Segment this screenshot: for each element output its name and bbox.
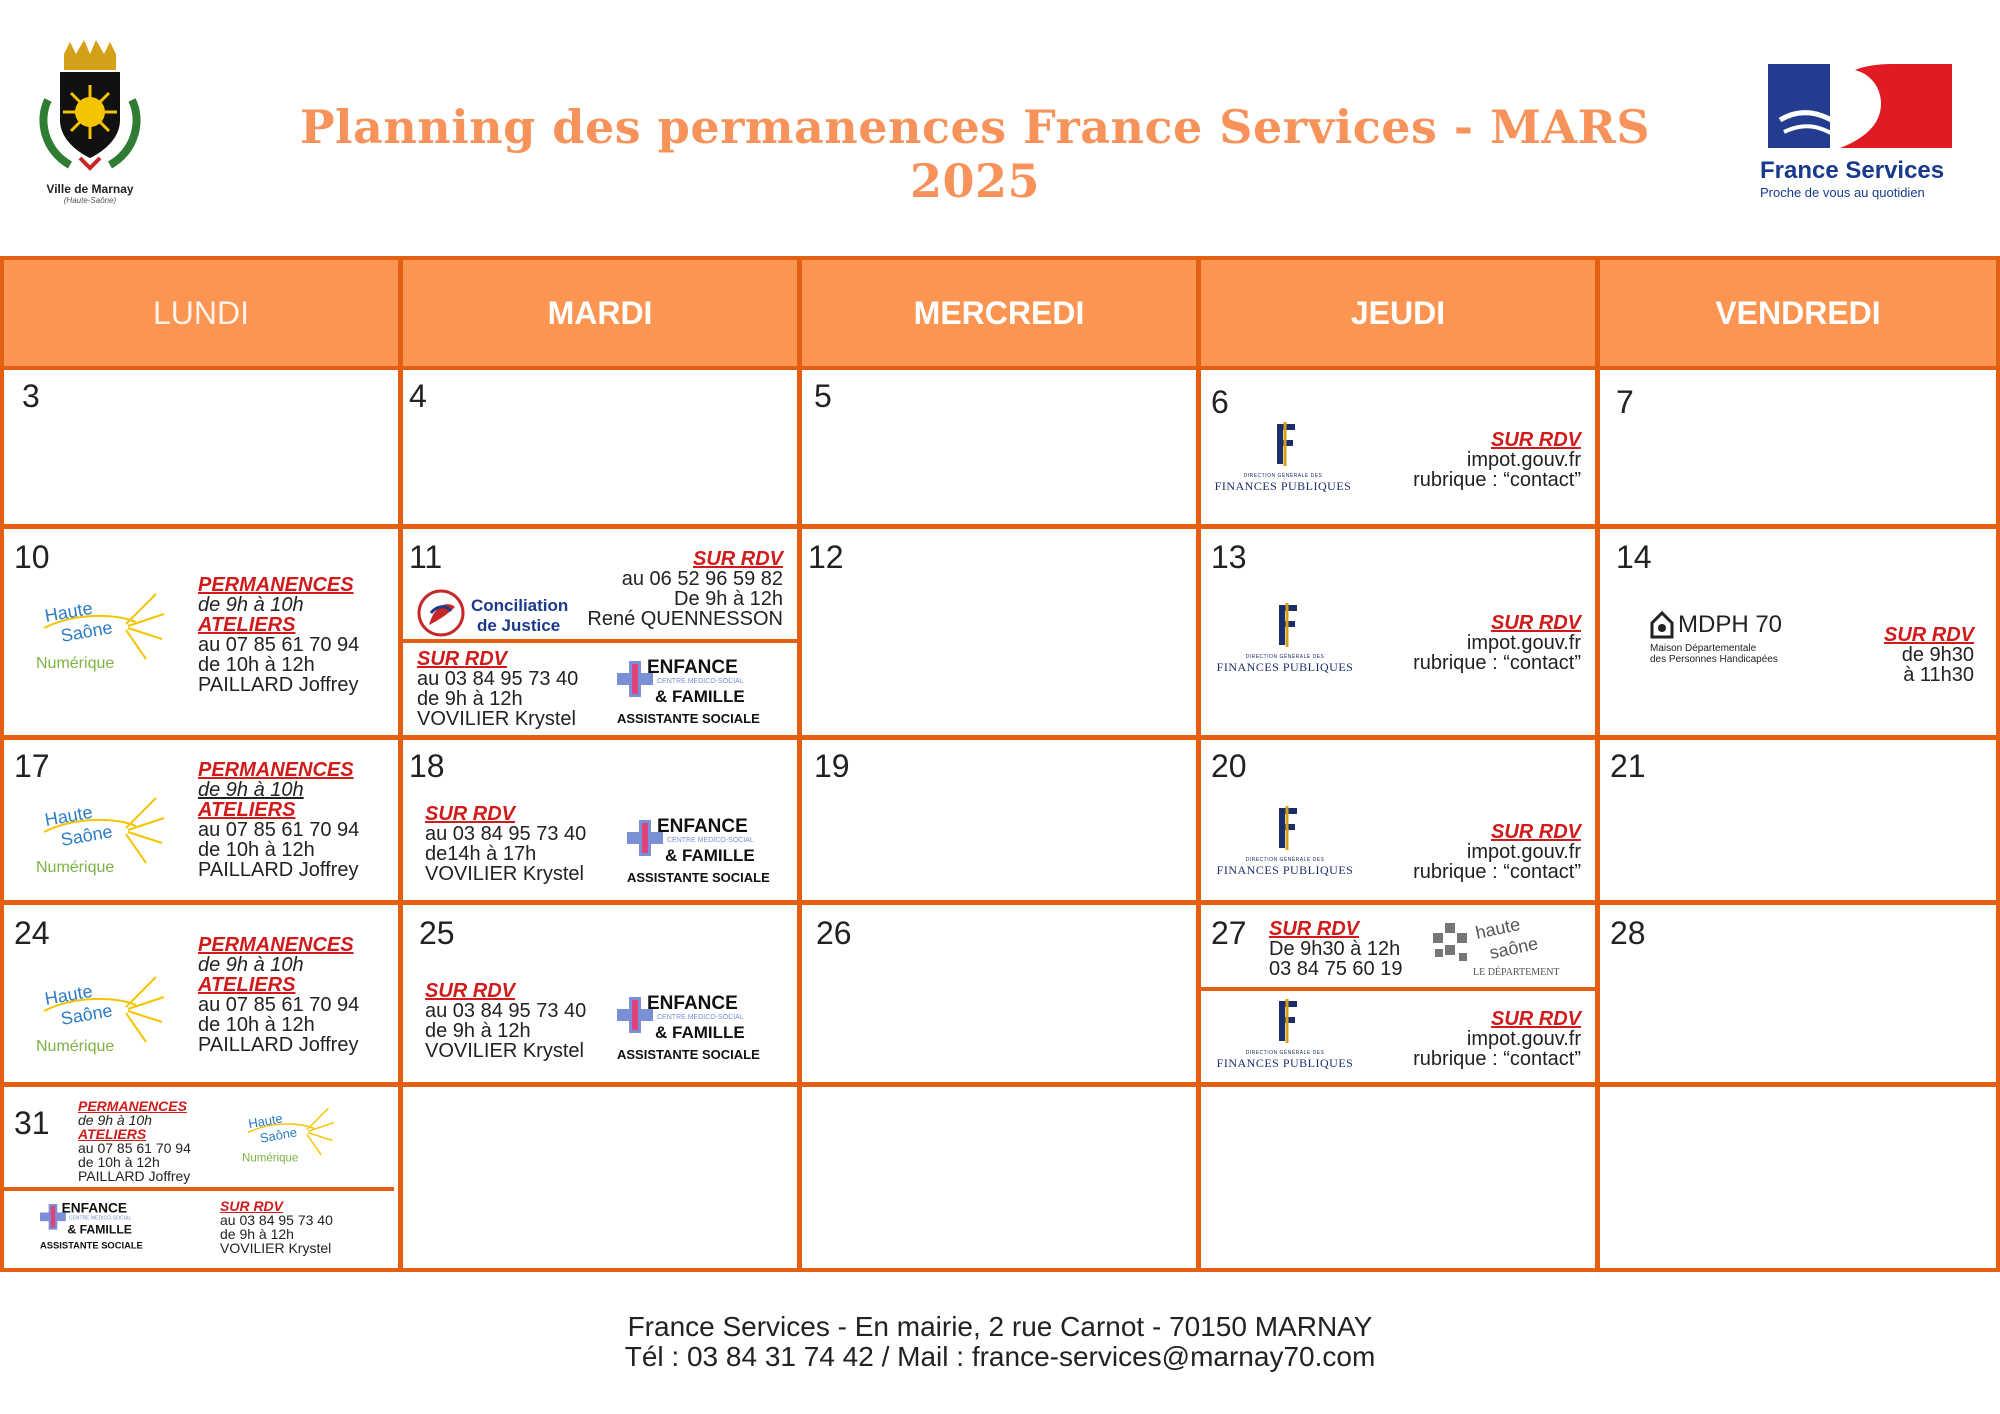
fs-name: France Services [1760,157,1945,184]
haute-saone-numerique-logo [36,967,166,1057]
sun-rays-icon [36,584,166,674]
svg-text:Haute: Haute [43,980,95,1009]
empty-cell [399,1083,801,1272]
hsn-info: PERMANENCES de 9h à 10h ATELIERS au 07 85 61 70 94 de 10h à 12h PAILLARD Joffrey [198,934,360,1056]
sun-rays-icon [36,967,166,1057]
hsn-info: PERMANENCES de 9h à 10h ATELIERS au 07 85 61 70 94 de 10h à 12h PAILLARD Joffrey [198,759,360,881]
impots-info: SUR RDV impot.gouv.fr rubrique : “contact” [1413,429,1581,491]
svg-text:Numérique: Numérique [36,859,115,876]
fs-tagline: Proche de vous au quotidien [1760,185,1925,200]
header-jeudi: JEUDI [1197,256,1599,370]
svg-text:Saône: Saône [59,1000,114,1029]
crest-label: Ville de Marnay [46,182,134,196]
svg-text:de Justice: de Justice [477,616,561,635]
impots-info: SUR RDV impot.gouv.fr rubrique : “contact” [1413,1008,1581,1070]
date-number: 13 [1211,539,1247,575]
date-number: 18 [409,748,445,784]
haute-saone-numerique-logo [242,1101,336,1166]
calendar-grid [0,256,2000,1272]
date-number: 24 [14,915,50,951]
header-mardi: MARDI [399,256,801,370]
haute-saone-numerique-logo [36,788,166,878]
day-cell-31 [0,1083,402,1272]
day-cell-4 [399,366,801,528]
enfance-famille-logo: ENFANCE CENTRE MEDICO-SOCIAL & FAMILLE ASSISTANTE SOCIALE [617,993,760,1062]
svg-text:Saône: Saône [59,821,114,850]
day-cell-5 [798,366,1200,528]
svg-text:Numérique: Numérique [36,1038,115,1055]
date-number: 27 [1211,915,1247,951]
svg-text:Numérique: Numérique [36,655,115,672]
date-number: 26 [816,915,852,951]
marnay-crest-logo [20,40,160,215]
day-cell-7 [1596,366,2000,528]
date-number: 10 [14,539,50,575]
impots-info: SUR RDV impot.gouv.fr rubrique : “contact” [1413,821,1581,883]
finances-publiques-icon [1265,997,1305,1045]
day-cell-19 [798,736,1200,904]
svg-text:Haute: Haute [43,597,95,626]
svg-text:LE DÉPARTEMENT: LE DÉPARTEMENT [1473,967,1560,978]
finances-publiques-icon [1265,601,1305,649]
hsn-info: PERMANENCES de 9h à 10h ATELIERS au 07 85 61 70 94 de 10h à 12h PAILLARD Joffrey [198,574,360,696]
marianne-icon [1760,60,1960,150]
page-title: Planning des permanences France Services - MARS 2025 [299,100,1651,208]
date-number: 21 [1610,748,1646,784]
impots-info: SUR RDV impot.gouv.fr rubrique : “contact” [1413,612,1581,674]
date-number: 4 [409,378,427,414]
cell-divider [1201,987,1595,991]
haute-saone-departement-logo [1429,917,1569,987]
france-services-logo [1760,60,1960,210]
mdph-info: SUR RDV de 9h30 à 11h30 [1883,624,1974,686]
date-number: 17 [14,748,50,784]
day-cell-3 [0,366,402,528]
assistante-sociale-info: SUR RDV au 03 84 95 73 40 de14h à 17h VOVILIER Krystel [425,803,587,885]
date-number: 20 [1211,748,1247,784]
footer-contact: Tél : 03 84 31 74 42 / Mail : france-services@marnay70.com [624,1341,1376,1372]
day-cell-17 [0,736,402,904]
date-number: 5 [814,378,832,414]
day-cell-25 [399,901,801,1086]
day-cell-21 [1596,736,2000,904]
day-cell-27 [1197,901,1599,1086]
day-cell-18 [399,736,801,904]
day-cell-26 [798,901,1200,1086]
assistante-sociale-info: SUR RDV au 03 84 95 73 40 de 9h à 12h VOVILIER Krystel [425,980,587,1062]
date-number: 11 [409,539,443,575]
hsn-info: PERMANENCES de 9h à 10h ATELIERS au 07 85 61 70 94 de 10h à 12h PAILLARD Joffrey [78,1098,191,1184]
finances-publiques-icon [1263,420,1303,468]
svg-text:haute: haute [1473,917,1522,943]
finances-publiques-logo: DIRECTION GÉNÉRALE DES FINANCES PUBLIQUES [1215,804,1355,878]
empty-cell [1596,1083,2000,1272]
svg-text:saône: saône [1487,933,1540,963]
header-mercredi: MERCREDI [798,256,1200,370]
date-number: 12 [808,539,844,575]
date-number: 25 [419,915,455,951]
crest-sublabel: (Haute-Saône) [63,196,117,205]
sun-rays-icon [36,788,166,878]
cell-divider [403,639,797,643]
date-number: 31 [14,1105,50,1141]
svg-text:Conciliation: Conciliation [471,596,569,615]
header-vendredi: VENDREDI [1596,256,2000,370]
sun-rays-icon [242,1101,336,1166]
finances-publiques-logo: DIRECTION GÉNÉRALE DES FINANCES PUBLIQUES [1215,997,1355,1071]
header-lundi: LUNDI [0,256,402,370]
haute-saone-numerique-logo [36,584,166,674]
conciliation-info: SUR RDV au 06 52 96 59 82 De 9h à 12h René QUENNESSON [587,548,783,630]
day-cell-14 [1596,525,2000,739]
assistante-sociale-info: SUR RDV au 03 84 95 73 40 de 9h à 12h VOVILIER Krystel [220,1198,333,1256]
day-cell-12 [798,525,1200,739]
departement-icon [1429,917,1569,981]
empty-cell [798,1083,1200,1272]
svg-text:Saône: Saône [258,1124,299,1146]
svg-text:Saône: Saône [59,617,114,646]
date-number: 14 [1616,539,1652,575]
enfance-famille-logo: ENFANCE CENTRE MEDICO-SOCIAL & FAMILLE ASSISTANTE SOCIALE [627,816,770,885]
date-number: 28 [1610,915,1646,951]
finances-publiques-logo: DIRECTION GÉNÉRALE DES FINANCES PUBLIQUES [1215,601,1355,675]
svg-text:Haute: Haute [43,801,95,830]
crest-icon [30,40,150,175]
svg-text:Numérique: Numérique [242,1152,299,1165]
date-number: 3 [22,378,40,414]
enfance-famille-logo: ENFANCE CENTRE MEDICO-SOCIAL & FAMILLE ASSISTANTE SOCIALE [40,1201,143,1251]
departement-info: SUR RDV De 9h30 à 12h 03 84 75 60 19 [1269,918,1403,980]
day-cell-20 [1197,736,1599,904]
conciliation-icon [415,583,585,643]
finances-publiques-logo: DIRECTION GÉNÉRALE DES FINANCES PUBLIQUES [1213,420,1353,494]
day-cell-10 [0,525,402,739]
footer-address: France Services - En mairie, 2 rue Carnot - 70150 MARNAY [627,1311,1373,1342]
cell-divider [4,1187,394,1191]
day-cell-6 [1197,366,1599,528]
day-cell-11 [399,525,801,739]
day-cell-24 [0,901,402,1086]
day-cell-28 [1596,901,2000,1086]
enfance-famille-logo: ENFANCE CENTRE MEDICO-SOCIAL & FAMILLE ASSISTANTE SOCIALE [617,657,760,726]
finances-publiques-icon [1265,804,1305,852]
date-number: 6 [1211,384,1229,420]
day-cell-13 [1197,525,1599,739]
empty-cell [1197,1083,1599,1272]
svg-text:Haute: Haute [247,1110,284,1132]
mdph-logo: MDPH 70 Maison Départementale des Personnes Handicapées [1650,611,1783,665]
footer [0,1312,2000,1372]
date-number: 7 [1616,384,1634,420]
date-number: 19 [814,748,850,784]
assistante-sociale-info: SUR RDV au 03 84 95 73 40 de 9h à 12h VOVILIER Krystel [417,648,579,730]
house-icon [1650,611,1674,639]
